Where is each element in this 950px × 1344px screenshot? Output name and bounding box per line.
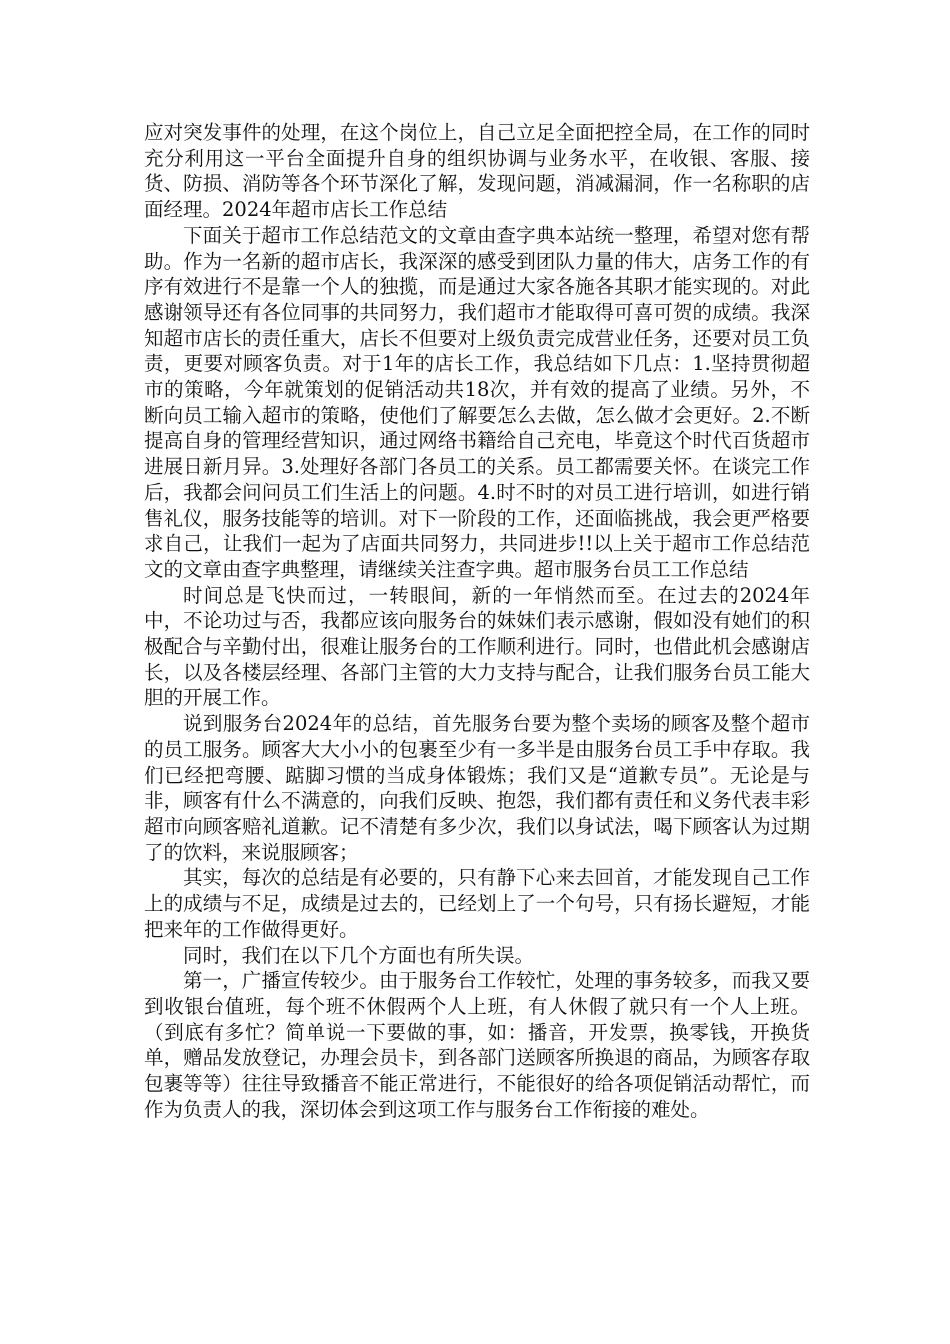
document-body <box>144 120 810 1122</box>
paragraph-4: 说到服务台2024年的总结，首先服务台要为整个卖场的顾客及整个超市的员工服务。顾客大大小小的包裹至少有一多半是由服务台员工手中存取。我们已经把弯腰、踮脚习惯的当成身体锻炼；我们又是“道歉专员”。无论是与非，顾客有什么不满意的，向我们反映、抱怨，我们都有责任和义务代表丰彩超市向顾客赔礼道歉。记不清楚有多少次，我们以身试法，喝下顾客认为过期了的饮料，来说服顾客； <box>144 712 810 864</box>
paragraph-2: 下面关于超市工作总结范文的文章由查字典本站统一整理，希望对您有帮助。作为一名新的超市店长，我深深的感受到团队力量的伟大，店务工作的有序有效进行不是靠一个人的独揽，而是通过大家各施各其职才能实现的。对此感谢领导还有各位同事的共同努力，我们超市才能取得可喜可贺的成绩。我深知超市店长的责任重大，店长不但要对上级负责完成营业任务，还要对员工负责，更要对顾客负责。对于1年的店长工作，我总结如下几点：1.坚持贯彻超市的策略，今年就策划的促销活动共18次，并有效的提高了业绩。另外，不断向员工输入超市的策略，使他们了解要怎么去做，怎么做才会更好。2.不断提高自身的管理经营知识，通过网络书籍给自己充电，毕竟这个时代百货超市进展日新月异。3.处理好各部门各员工的关系。员工都需要关怀。在谈完工作后，我都会问问员工们生活上的问题。4.时不时的对员工进行培训，如进行销售礼仪，服务技能等的培训。对下一阶段的工作，还面临挑战，我会更严格要求自己，让我们一起为了店面共同努力，共同进步!!以上关于超市工作总结范文的文章由查字典整理，请继续关注查字典。超市服务台员工工作总结 <box>144 223 810 581</box>
paragraph-3: 时间总是飞快而过，一转眼间，新的一年悄然而至。在过去的2024年中，不论功过与否，我都应该向服务台的妹妹们表示感谢，假如没有她们的积极配合与辛勤付出，很难让服务台的工作顺利进行。同时，也借此机会感谢店长，以及各楼层经理、各部门主管的大力支持与配合，让我们服务台员工能大胆的开展工作。 <box>144 583 810 710</box>
paragraph-7: 第一，广播宣传较少。由于服务台工作较忙，处理的事务较多，而我又要到收银台值班，每个班不休假两个人上班，有人休假了就只有一个人上班。（到底有多忙？简单说一下要做的事，如：播音，开发票，换零钱，开换货单，赠品发放登记，办理会员卡，到各部门送顾客所换退的商品，为顾客存取包裹等等）往往导致播音不能正常进行，不能很好的给各项促销活动帮忙，而作为负责人的我，深切体会到这项工作与服务台工作衔接的难处。 <box>144 969 810 1121</box>
paragraph-6: 同时，我们在以下几个方面也有所失误。 <box>183 943 535 967</box>
paragraph-1: 应对突发事件的处理，在这个岗位上，自己立足全面把控全局，在工作的同时充分利用这一平台全面提升自身的组织协调与业务水平，在收银、客服、接货、防损、消防等各个环节深化了解，发现问题，消减漏洞，作一名称职的店面经理。2024年超市店长工作总结 <box>144 121 810 222</box>
paragraph-5: 其实，每次的总结是有必要的，只有静下心来去回首，才能发现自己工作上的成绩与不足，成绩是过去的，已经划上了一个句号，只有扬长避短，才能把来年的工作做得更好。 <box>144 866 810 941</box>
